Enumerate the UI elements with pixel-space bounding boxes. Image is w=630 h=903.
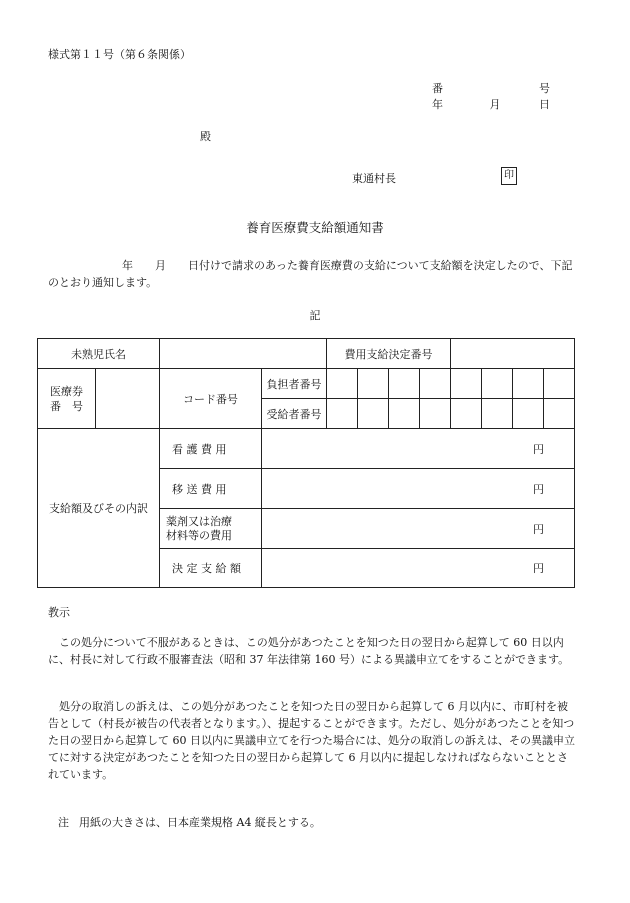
transfer-cost-field[interactable]: [262, 469, 575, 509]
medical-ticket-label-line2: 番 号: [50, 399, 83, 413]
decision-number-field[interactable]: [451, 339, 575, 369]
recipient-digit-cell[interactable]: [389, 399, 420, 429]
recipient-digit-cell[interactable]: [420, 399, 451, 429]
recipient-digit-cell[interactable]: [482, 399, 513, 429]
yen-unit: 円: [533, 562, 545, 575]
child-name-row: [38, 339, 575, 369]
decided-amount-field[interactable]: [262, 549, 575, 588]
yen-unit: 円: [533, 442, 545, 456]
ki-heading: 記: [309, 309, 321, 322]
seal-stamp: 印: [501, 167, 517, 185]
note-text: 用紙の大きさは、日本産業規格 A4 縦長とする。: [79, 816, 321, 829]
medical-ticket-number-label: [38, 369, 96, 429]
payer-digit-cell[interactable]: [327, 369, 358, 399]
instruction-paragraph-2: 処分の取消しの訴えは、この処分があつたことを知つた日の翌日から起算して 6 月以内に、市町村を被告として（村長が被告の代表者となります。）、提起することができます。ただし、処分があつたことを知つた日の翌日から起算して 60 日以内に異議申立てを行つた場合には、処分の取消しの訴えは、その異議申立てに対する決定があつたことを知つた日の翌日から起算して 6 月以内に提起しなければならないこととされています。: [48, 700, 575, 781]
year-label: 年: [432, 98, 443, 111]
payer-digit-cell[interactable]: [513, 369, 544, 399]
recipient-digit-cell[interactable]: [327, 399, 358, 429]
recipient-digit-cell[interactable]: [544, 399, 575, 429]
medical-ticket-number-field[interactable]: [96, 369, 160, 429]
payer-number-label: 負担者番号: [262, 369, 327, 399]
form-number: 様式第１１号（第６条関係）: [48, 48, 191, 61]
payer-digit-cell[interactable]: [451, 369, 482, 399]
instruction-paragraph-1: この処分について不服があるときは、この処分があつたことを知つた日の翌日から起算して 60 日以内に、村長に対して行政不服審査法（昭和 37 年法律第 160 号）による異議申立てをすることができます。: [48, 636, 570, 666]
payer-number-row: [38, 369, 575, 399]
nursing-cost-field[interactable]: [262, 429, 575, 469]
intro-year: 年: [122, 259, 133, 272]
yen-unit: 円: [533, 482, 545, 496]
child-name-label: 未熟児氏名: [38, 339, 160, 369]
transfer-cost-label: 移 送 費 用: [160, 469, 262, 509]
decided-amount-label: 決 定 支 給 額: [160, 549, 262, 588]
note-label: 注: [58, 816, 69, 829]
intro-text: 日付けで請求のあった養育医療費の支給について支給額を決定したので、下記のとおり通知します。: [48, 259, 573, 289]
nursing-cost-row: [38, 429, 575, 469]
intro-paragraph: [48, 257, 576, 291]
medicine-cost-label: [160, 509, 262, 549]
issue-date-row: [432, 97, 550, 113]
recipient-digit-cell[interactable]: [358, 399, 389, 429]
medicine-label-line2: 材料等の費用: [166, 528, 232, 542]
number-suffix: 号: [539, 82, 550, 95]
month-label: 月: [489, 98, 501, 111]
day-label: 日: [539, 98, 550, 111]
recipient-digit-cell[interactable]: [513, 399, 544, 429]
number-label: 番: [432, 82, 443, 95]
medicine-cost-field[interactable]: [262, 509, 575, 549]
issuer-name: 東通村長: [352, 172, 396, 185]
number-date-block: [432, 81, 550, 113]
decision-number-label: 費用支給決定番号: [327, 339, 451, 369]
breakdown-label: 支給額及びその内訳: [38, 429, 160, 588]
instruction-heading: 教示: [48, 606, 70, 619]
medical-ticket-label-line1: 医療券: [50, 384, 83, 398]
medicine-label-line1: 薬剤又は治療: [166, 514, 232, 528]
code-number-label: コード番号: [160, 369, 262, 429]
yen-unit: 円: [533, 522, 545, 536]
document-title: 養育医療費支給額通知書: [246, 220, 384, 235]
payer-digit-cell[interactable]: [420, 369, 451, 399]
recipient-number-label: 受給者番号: [262, 399, 327, 429]
payer-digit-cell[interactable]: [358, 369, 389, 399]
payer-digit-cell[interactable]: [544, 369, 575, 399]
nursing-cost-label: 看 護 費 用: [160, 429, 262, 469]
payer-digit-cell[interactable]: [482, 369, 513, 399]
addressee-honorific: 殿: [200, 130, 211, 143]
paper-size-note: [48, 814, 321, 830]
payment-form-table: [37, 338, 575, 588]
intro-month: 月: [155, 259, 166, 272]
document-number-row: [432, 81, 550, 97]
payer-digit-cell[interactable]: [389, 369, 420, 399]
child-name-field[interactable]: [160, 339, 327, 369]
recipient-digit-cell[interactable]: [451, 399, 482, 429]
